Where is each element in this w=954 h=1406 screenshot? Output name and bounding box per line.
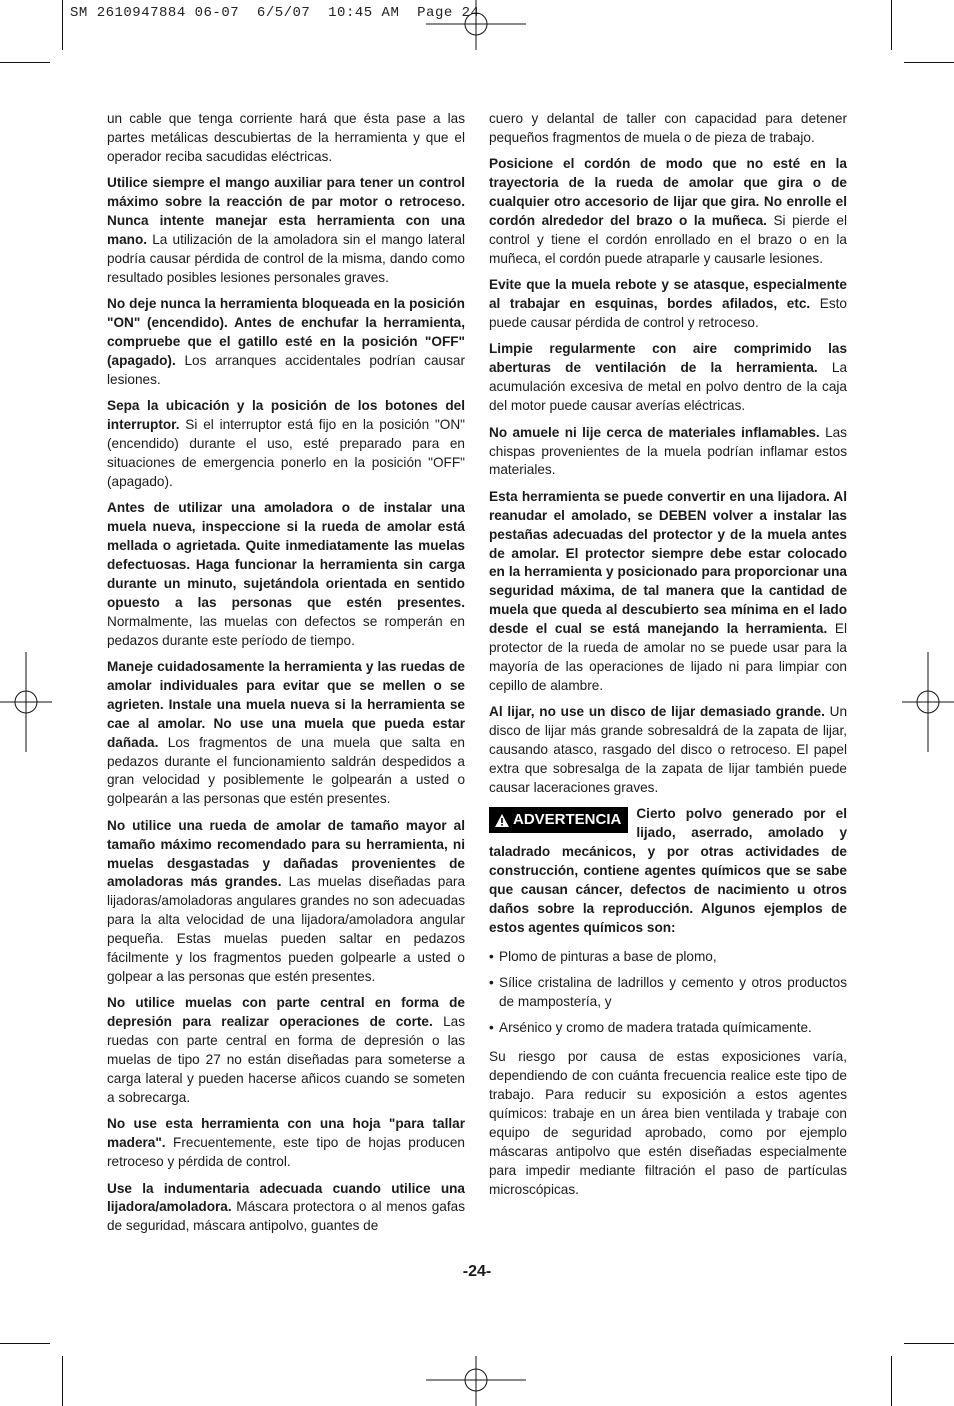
paragraph: No use esta herramienta con una hoja "para tallar madera". Frecuentemente, este tipo de hojas producen retroceso y pérdida de control. (107, 1116, 465, 1170)
right-column (489, 110, 847, 1207)
list-item: • Sílice cristalina de ladrillos y cemento y otros productos de mampostería, y (489, 975, 847, 1009)
crop-mark (891, 0, 892, 50)
warning-block (489, 805, 847, 937)
paragraph: Al lijar, no use un disco de lijar demasiado grande. Un disco de lijar más grande sobresaldrá de la zapata de lijar, causando atasco, rasgado del disco o retroceso. El papel extra que sobresalga de la zapata de lijar también puede causar laceraciones graves. (489, 704, 848, 795)
closing-paragraph: Su riesgo por causa de estas exposiciones varía, dependiendo de con cuánta frecuencia realice este tipo de trabajo. Para reducir su exposición a estos agentes químicos: trabaje en un área bien ventilada y trabaje con equipo de seguridad aprobado, como por ejemplo máscaras antipolvo que estén diseñadas especialmente para impedir mediante filtración el paso de partículas microscópicas. (489, 1049, 847, 1197)
page-number: -24- (462, 1263, 492, 1280)
crop-mark (62, 1356, 63, 1406)
list-item: • Plomo de pinturas a base de plomo, (489, 948, 717, 964)
crop-mark (62, 0, 63, 50)
print-slug: SM 2610947884 06-07 6/5/07 10:45 AM Page 24 (70, 5, 480, 21)
paragraph: un cable que tenga corriente hará que ésta pase a las partes metálicas descubiertas de la herramienta y que el operador reciba sacudidas eléctricas. (107, 111, 465, 164)
paragraph: cuero y delantal de taller con capacidad para detener pequeños fragmentos de muela o de pieza de trabajo. (489, 111, 847, 145)
paragraph: Posicione el cordón de modo que no esté en la trayectoria de la rueda de amolar que gira o de cualquier otro accesorio de lijar que gira. No enrolle el cordón alrededor del brazo o la muñeca. Si pierde el control y tiene el cordón enrollado en el brazo o en la muñeca, el cordón puede atraparle y causarle lesiones. (489, 156, 847, 266)
paragraph: Esta herramienta se puede convertir en una lijadora. Al reanudar el amolado, se DEBEN volver a instalar las pestañas adecuadas del protector y de la muela antes de amolar. El protector siempre debe estar colocado en la herramienta y posicionado para proporcionar una seguridad máxima, de tal manera que la cantidad de muela que queda al descubierto sea mínima en el lado desde el cual se está manejando la herramienta. El protector de la rueda de amolar no se puede usar para la mayoría de las operaciones de lijado ni para limpiar con cepillo de alambre. (489, 488, 847, 693)
list-item: • Arsénico y cromo de madera tratada químicamente. (489, 1020, 812, 1036)
registration-mark-top (426, 0, 526, 50)
paragraph: Limpie regularmente con aire comprimido las aberturas de ventilación de la herramienta. La acumulación excesiva de metal en polvo dentro de la caja del motor puede causar averías eléctricas. (489, 341, 847, 414)
crop-mark (891, 1356, 892, 1406)
paragraph: No deje nunca la herramienta bloqueada en la posición "ON" (encendido). Antes de enchufar la herramienta, compruebe que el gatillo esté en la posición "OFF" (apagado). Los arranques accidentales podrían causar lesiones. (107, 296, 465, 387)
crop-mark (904, 62, 954, 63)
paragraph: Evite que la muela rebote y se atasque, especialmente al trabajar en esquinas, bordes afilados, etc. Esto puede causar pérdida de control y retroceso. (489, 277, 847, 331)
registration-mark-bottom (426, 1356, 526, 1406)
paragraph: No utilice una rueda de amolar de tamaño mayor al tamaño máximo recomendado para su herramienta, ni muelas desgastadas y dañadas provenientes de amoladoras más grandes. Las muelas diseñadas para lijadoras/amoladoras angulares grandes no son adecuadas para la alta velocidad de una lijadora/amoladora angular pequeña. Estas muelas pueden saltar en pedazos fácilmente y los fragmentos pueden golpearle a usted o golpear a las personas que estén presentes. (107, 817, 466, 984)
warning-triangle-icon (495, 814, 509, 827)
paragraph: Use la indumentaria adecuada cuando utilice una lijadora/amoladora. Máscara protectora o al menos gafas de seguridad, máscara antipolvo, guantes de (107, 1180, 465, 1234)
paragraph: Sepa la ubicación y la posición de los botones del interruptor. Si el interruptor está fijo en la posición "ON" (encendido) durante el uso, esté preparado para en situaciones de emergencia ponerlo en la posición "OFF" (apagado). (107, 398, 465, 489)
warning-text: Cierto polvo generado por el lijado, aserrado, amolado y taladrado mecánicos, y por otras actividades de construcción, contiene agentes químicos que se sabe que causan cáncer, defectos de nacimiento u otros daños sobre la reproducción. Algunos ejemplos de estos agentes químicos son: (489, 806, 847, 935)
paragraph: Antes de utilizar una amoladora o de instalar una muela nueva, inspeccione si la rueda de amolar está mellada o agrietada. Quite inmediatamente las muelas defectuosas. Haga funcionar la herramienta sin carga durante un minuto, sujetándola orientada en sentido opuesto a las personas que estén presentes. Normalmente, las muelas con defectos se romperán en pedazos durante este período de tiempo. (107, 500, 465, 648)
crop-mark (0, 1343, 50, 1344)
paragraph: Maneje cuidadosamente la herramienta y las ruedas de amolar individuales para evitar que se mellen o se agrieten. Instale una muela nueva si la herramienta se cae al amolar. No use una muela que pueda estar dañada. Los fragmentos de una muela que salta en pedazos durante el funcionamiento saldrán despedidos a gran velocidad y posiblemente le golpearán a usted o golpearán a las personas que estén presentes. (107, 658, 465, 807)
registration-mark-left (0, 652, 52, 752)
warning-label: ADVERTENCIA (513, 811, 622, 829)
warning-badge (489, 807, 628, 833)
registration-mark-right (902, 652, 954, 752)
paragraph: Utilice siempre el mango auxiliar para tener un control máximo sobre la reacción de par motor o retroceso. Nunca intente manejar esta herramienta con una mano. La utilización de la amoladora sin el mango lateral podría causar pérdida de control de la misma, dando como resultado posibles lesiones personales graves. (107, 175, 465, 285)
left-column (107, 110, 465, 1244)
crop-mark (0, 62, 50, 63)
crop-mark (904, 1343, 954, 1344)
paragraph: No amuele ni lije cerca de materiales inflamables. Las chispas provenientes de la muela podrían inflamar estos materiales. (489, 424, 847, 478)
paragraph: No utilice muelas con parte central en forma de depresión para realizar operaciones de corte. Las ruedas con parte central en forma de depresión o las muelas de tipo 27 no están diseñadas para someterse a carga lateral y pueden hacerse añicos cuando se someten a sobrecarga. (107, 995, 465, 1105)
